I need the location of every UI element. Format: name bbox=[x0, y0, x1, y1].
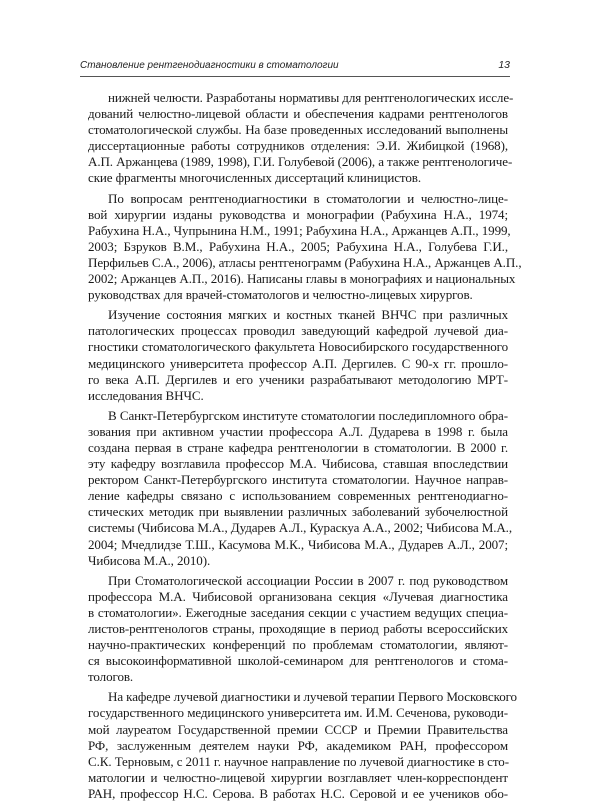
text-line: научно-практических конференций по проблемам стоматологии, являют- bbox=[88, 637, 508, 653]
paragraph bbox=[88, 407, 512, 569]
paragraph bbox=[88, 689, 517, 802]
running-header-title: Становление рентгенодиагностики в стоматологии bbox=[80, 60, 339, 71]
text-line: в стоматологии». Ежегодные заседания секции с участием ведущих специа- bbox=[88, 604, 508, 620]
text-line: исследования ВНЧС. bbox=[88, 387, 204, 403]
text-line: Чибисова М.А., 2010). bbox=[88, 552, 211, 568]
paragraph bbox=[88, 573, 508, 686]
text-line: РАН, профессор Н.С. Серова. В работах Н.С. Серовой и ее учеников обо- bbox=[88, 785, 508, 801]
text-line: Перфильев С.А., 2006), атласы рентгенограмм (Рабухина Н.А., Аржанцев А.П., bbox=[88, 254, 522, 270]
text-line: нижней челюсти. Разработаны нормативы для рентгенологических иссле- bbox=[108, 90, 514, 105]
text-line: РФ, заслуженным деятелем науки РФ, академиком РАН, профессором bbox=[88, 737, 508, 753]
text-line: ские фрагменты многочисленных диссертаций клиницистов. bbox=[88, 170, 421, 186]
text-line: го века А.П. Дергилев и его ученики разрабатывают методологию МРТ- bbox=[88, 371, 508, 387]
text-line: профессора М.А. Чибисовой организована секция «Лучевая диагностика bbox=[88, 588, 508, 604]
text-line: системы (Чибисова М.А., Дударев А.Л., Кураскуа А.А., 2002; Чибисова М.А., bbox=[88, 520, 512, 536]
text-line: дований челюстно-лицевой области и обеспечения кадрами рентгенологов bbox=[88, 106, 508, 122]
text-line: ление кафедры связано с использованием современных рентгенодиагно- bbox=[88, 488, 508, 504]
text-line: стоматологической службы. На базе проведенных исследований выполнены bbox=[88, 122, 508, 138]
body-text bbox=[88, 90, 522, 806]
text-line: стических методик при выявлении различных заболеваний зубочелюстной bbox=[88, 504, 508, 520]
paragraph bbox=[88, 307, 508, 404]
text-line: Изучение состояния мягких и костных тканей ВНЧС при различных bbox=[108, 307, 508, 323]
paragraph bbox=[88, 90, 514, 187]
text-line: С.К. Терновым, с 2011 г. научное направление по лучевой диагностике в сто- bbox=[88, 753, 509, 769]
text-line: руководствах для врачей-стоматологов и челюстно-лицевых хирургов. bbox=[88, 287, 473, 303]
page-number: 13 bbox=[498, 59, 510, 71]
text-line: 2004; Мчедлидзе Т.Ш., Касумова М.К., Чибисова М.А., Дударев А.Л., 2007; bbox=[88, 536, 508, 552]
paragraph bbox=[88, 190, 522, 304]
text-line: государственного медицинского университета им. И.М. Сеченова, руководи- bbox=[88, 705, 508, 721]
header-divider bbox=[80, 76, 510, 77]
text-line: листов-рентгенологов страны, проходящие в период работы всероссийских bbox=[88, 621, 508, 636]
text-line: создана первая в стране кафедра рентгенологии в стоматологии. В 2000 г. bbox=[88, 439, 508, 455]
text-line: мой лауреатом Государственной премии СССР и Премии Правительства bbox=[88, 721, 508, 737]
text-line: При Стоматологической ассоциации России в 2007 г. под руководством bbox=[108, 572, 508, 588]
text-line: А.П. Аржанцева (1989, 1998), Г.И. Голубевой (2006), а также рентгенологиче- bbox=[88, 154, 513, 170]
text-line: матологии и челюстно-лицевой хирургии возглавляет член-корреспондент bbox=[88, 769, 508, 785]
text-line: ся высокоинформативной школой-семинаром для рентгенологов и стома- bbox=[88, 653, 508, 669]
running-header bbox=[80, 59, 510, 73]
text-line: 2002; Аржанцев А.П., 2016). Написаны главы в монографиях и национальных bbox=[88, 271, 516, 287]
text-line: 2003; Бзруков В.М., Рабухина Н.А., 2005; Рабухина Н.А., Голубева Г.И., bbox=[88, 238, 508, 254]
text-line: патологических процессах проводил заведующий кафедрой лучевой диа- bbox=[88, 323, 508, 339]
text-line: В Санкт-Петербургском институте стоматологии последипломного обра- bbox=[108, 407, 508, 423]
text-line: На кафедре лучевой диагностики и лучевой терапии Первого Московского bbox=[108, 689, 517, 705]
text-line: Рабухина Н.А., Чупрынина Н.М., 1991; Рабухина Н.А., Аржанцев А.П., 1999, bbox=[88, 222, 511, 238]
text-line: зования при активном участии профессора А.Л. Дударева в 1998 г. была bbox=[88, 423, 508, 439]
text-line: медицинского университета профессор А.П. Дергилев. С 90-х гг. прошло- bbox=[88, 355, 508, 371]
text-line: тологов. bbox=[88, 669, 134, 685]
text-line: эту кафедру возглавила профессор М.А. Чибисова, ставшая впоследствии bbox=[88, 456, 508, 472]
text-line: диссертационные работы сотрудников отделения: Э.И. Жибицкой (1968), bbox=[88, 138, 508, 154]
text-line: гностики стоматологического факультета Новосибирского государственного bbox=[88, 339, 508, 355]
text-line: вой хирургии изданы руководства и монографии (Рабухина Н.А., 1974; bbox=[88, 206, 508, 222]
text-line: По вопросам рентгенодиагностики в стоматологии и челюстно-лице- bbox=[108, 190, 508, 206]
text-line: ректором Санкт-Петербургского института стоматологии. Научное направ- bbox=[88, 472, 508, 488]
